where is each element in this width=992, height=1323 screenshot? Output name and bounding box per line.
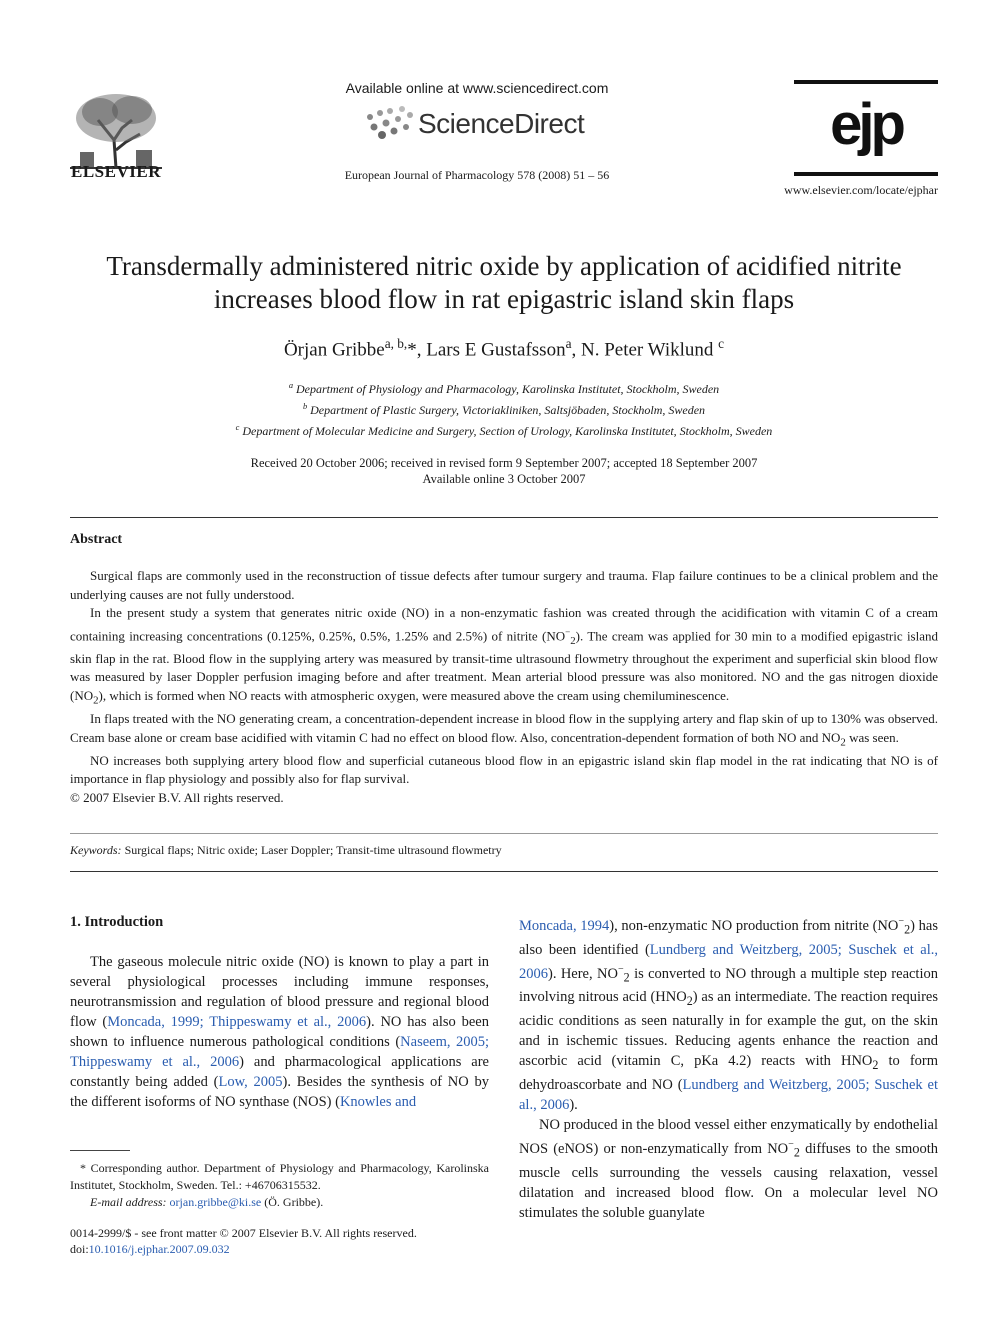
citation-link[interactable]: Moncada, 1994 <box>519 917 610 934</box>
section-heading: 1. Introduction <box>70 914 164 930</box>
abstract-paragraph: In flaps treated with the NO generating cream, a concentration-dependent increase in blood flow in the supplying artery and flap skin of up to 130% was observed. Cream base alone or cream base acidified with vitamin C had no effect on blood flow. Also, concentration-dependent formation of both NO and $NO_2$ was seen. <box>70 711 938 749</box>
footnote-divider <box>70 1150 130 1151</box>
front-matter <box>70 1225 570 1257</box>
body-paragraph: Moncada, 1994), non-enzymatic NO production from nitrite $(NO^-_2)$ has also been identified (Lundberg and Weitzberg, 2005; Suschek et al., 2006). Here, $NO^-_2$ is converted to NO through a multiple step reaction involving nitrous acid $(HNO_2)$ as an intermediate. The reaction requires acidic conditions as seen naturally in for example the gut, on the skin and in ischemic tissues. Reducing agents enhance the reaction and ascorbic acid (vitamin C, pKa 4.2) reacts with $HNO_2$ to form dehydroascorbate and NO (Lundberg and Weitzberg, 2005; Suschek et al., 2006). <box>519 916 938 1114</box>
received-dates: Received 20 October 2006; received in revised form 9 September 2007; accepted 18 September 2007 <box>250 456 758 470</box>
affiliation-line: $^b$ Department of Plastic Surgery, Victoriakliniken, Saltsjöbaden, Stockholm, Sweden <box>302 402 706 417</box>
sciencedirect-wordmark: ScienceDirect <box>418 108 585 139</box>
right-column <box>519 912 938 1223</box>
keywords <box>70 843 938 858</box>
abstract-paragraph: NO increases both supplying artery blood flow and superficial cutaneous blood flow in an epigastric island skin flap model in the rat indicating that NO is of importance in flap physiology and possibly also for flap survival. <box>70 752 938 787</box>
keywords-label: Keywords: <box>70 843 122 857</box>
ejp-logo-icon: ejp <box>830 92 902 157</box>
abstract-copyright: © 2007 Elsevier B.V. All rights reserved. <box>70 789 284 805</box>
publisher-name: ELSEVIER <box>71 162 161 181</box>
email-link[interactable]: orjan.gribbe@ki.se <box>169 1195 262 1209</box>
author-name: Lars E Gustafsson <box>426 339 566 361</box>
author-name: Örjan Gribbe <box>283 339 385 361</box>
journal-url[interactable]: www.elsevier.com/locate/ejphar <box>784 183 938 197</box>
author-list <box>70 336 938 361</box>
divider <box>70 871 938 872</box>
journal-citation: European Journal of Pharmacology 578 (2008) 51 – 56 <box>344 168 610 182</box>
ejp-logo-box <box>794 80 938 176</box>
author-sep: *, <box>407 339 427 361</box>
affiliation-line: $^a$ Department of Physiology and Pharmacology, Karolinska Institutet, Stockholm, Sweden <box>288 381 720 396</box>
article-title: Transdermally administered nitric oxide by application of acidified nitrite increases blood flow in rat epigastric island skin flaps <box>106 251 902 314</box>
article-dates <box>70 455 938 487</box>
citation-link[interactable]: Moncada, 1999; Thippeswamy et al., 2006 <box>107 1014 367 1030</box>
left-column <box>70 912 489 1112</box>
abstract-heading: Abstract <box>70 532 123 547</box>
author-affil-mark: a, b, <box>384 336 408 351</box>
keywords-text: Surgical flaps; Nitric oxide; Laser Doppler; Transit-time ultrasound flowmetry <box>121 843 502 857</box>
citation-link[interactable]: Lundberg and Weitzberg, 2005; Suschek et al., 2006 <box>519 1077 938 1114</box>
author-affil-mark: c <box>718 336 725 351</box>
author-name: N. Peter Wiklund <box>580 339 714 361</box>
abstract-paragraph: Surgical flaps are commonly used in the reconstruction of tissue defects after tumour surgery and trauma. Flap failure continues to be a clinical problem and the underlying causes are not fully understood. <box>70 568 938 602</box>
author-affil-mark: a <box>565 336 572 351</box>
footnote: * Corresponding author. Department of Physiology and Pharmacology, Karolinska Institutet, Stockholm, Sweden. Tel.: +46706315532. E-mail address: orjan.gribbe@ki.se (Ö. Gribbe). <box>70 1161 489 1209</box>
doi-line: doi:10.1016/j.ejphar.2007.09.032 <box>70 1242 230 1256</box>
affiliations <box>70 377 938 440</box>
abstract-body <box>70 567 938 807</box>
author-sep: , <box>571 339 581 361</box>
citation-link[interactable]: Naseem, 2005; Thippeswamy et al., 2006 <box>70 1034 490 1070</box>
body-paragraph: NO produced in the blood vessel either enzymatically by endothelial NOS (eNOS) or non-enzymatically from $NO^-_2$ diffuses to the smooth muscle cells surrounding the vessels causing relaxation, vessel dilatation and increased blood flow. On a molecular level NO stimulates the soluble guanylate <box>519 1117 939 1221</box>
doi-link[interactable]: 10.1016/j.ejphar.2007.09.032 <box>88 1242 230 1256</box>
online-date: Available online 3 October 2007 <box>422 472 586 486</box>
available-online-text: Available online at www.sciencedirect.com <box>345 80 609 96</box>
citation-link[interactable]: Knowles and <box>339 1094 417 1110</box>
citation-link[interactable]: Lundberg and Weitzberg, 2005; Suschek et al., 2006 <box>519 941 938 982</box>
issn-line: 0014-2999/$ - see front matter © 2007 Elsevier B.V. All rights reserved. <box>70 1226 417 1240</box>
affiliation-line: $^c$ Department of Molecular Medicine and Surgery, Section of Urology, Karolinska Institutet, Stockholm, Sweden <box>235 423 773 438</box>
abstract-paragraph: In the present study a system that generates nitric oxide (NO) in a non-enzymatic fashion was created through the acidification with vitamin C of a cream containing increasing concentrations (0.125%, 0.25%, 0.5%, 1.25% and 2.5%) of nitrite $(NO^-_2)$. The cream was applied for 30 min to a modified epigastric island skin flap in the rat. Blood flow in the supplying artery was measured by transit-time ultrasound flowmetry throughout the experiment and superficial skin blood flow was measured by laser Doppler perfusion imaging before and after treatment. Mean arterial blood pressure was also monitored. NO and the gas nitrogen dioxide $(NO_2)$, which is formed when NO reacts with atmospheric oxygen, were measured above the cream using chemiluminescence. <box>70 605 939 707</box>
citation-link[interactable]: Low, 2005 <box>218 1074 283 1090</box>
divider <box>70 517 938 518</box>
divider <box>70 833 938 834</box>
body-paragraph: The gaseous molecule nitric oxide (NO) is known to play a part in several physiological processes including immune responses, neurotransmission and regulation of blood pressure and regional blood flow (Moncada, 1999; Thippeswamy et al., 2006). NO has also been shown to influence numerous pathological conditions (Naseem, 2005; Thippeswamy et al., 2006) and pharmacological applications are constantly being added (Low, 2005). Besides the synthesis of NO by the different isoforms of NO synthase (NOS) (Knowles and <box>70 954 490 1110</box>
